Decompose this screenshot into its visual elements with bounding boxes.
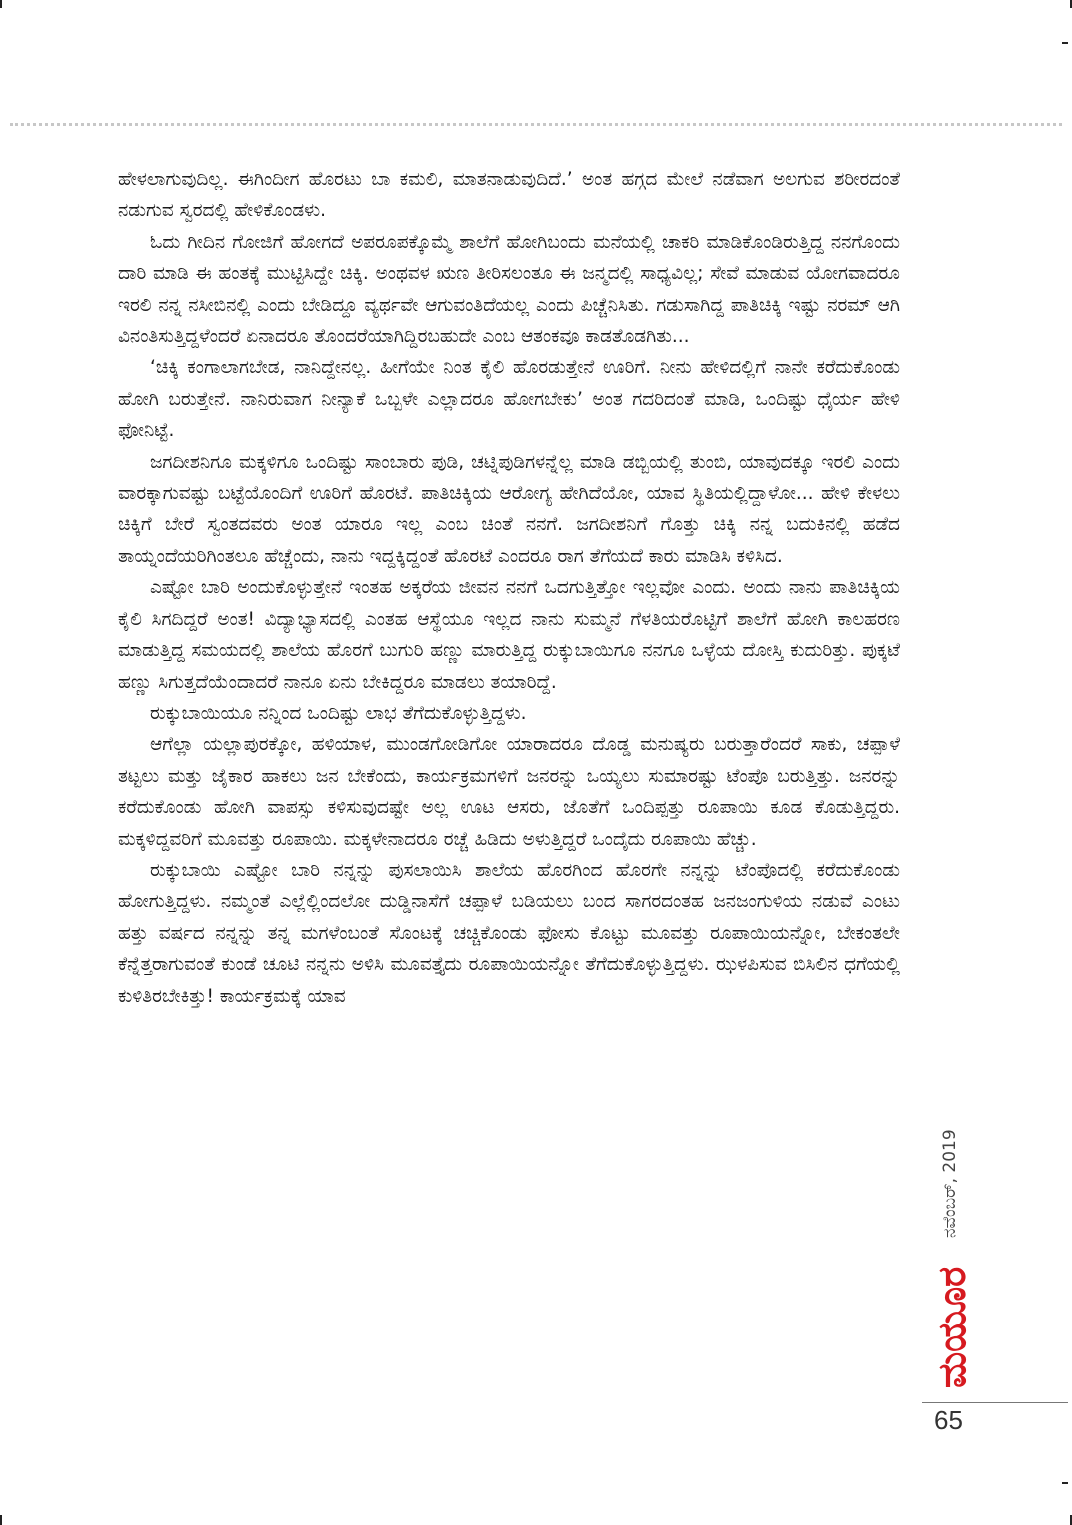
page-number: 65: [934, 1405, 963, 1435]
issue-date: ನವೆಂಬರ್, 2019: [940, 1129, 960, 1238]
paragraph-4: ಜಗದೀಶನಿಗೂ ಮಕ್ಕಳಿಗೂ ಒಂದಿಷ್ಟು ಸಾಂಬಾರು ಪುಡಿ, ಚಟ್ನಿಪುಡಿಗಳನ್ನೆಲ್ಲ ಮಾಡಿ ಡಬ್ಬಿಯಲ್ಲಿ ತುಂಬಿ, ಯಾವುದಕ್ಕೂ ಇರಲಿ ಎಂದು ವಾರಕ್ಕಾಗುವಷ್ಟು ಬಟ್ಟೆಯೊಂದಿಗೆ ಊರಿಗೆ ಹೊರಟೆ. ಪಾತಿಚಿಕ್ಕಿಯ ಆರೋಗ್ಯ ಹೇಗಿದೆಯೋ, ಯಾವ ಸ್ಥಿತಿಯಲ್ಲಿದ್ದಾಳೋ... ಹೇಳಿ ಕೇಳಲು ಚಿಕ್ಕಿಗೆ ಬೇರೆ ಸ್ವಂತದವರು ಅಂತ ಯಾರೂ ಇಲ್ಲ ಎಂಬ ಚಿಂತೆ ನನಗೆ. ಜಗದೀಶನಿಗೆ ಗೊತ್ತು ಚಿಕ್ಕಿ ನನ್ನ ಬದುಕಿನಲ್ಲಿ ಹಡೆದ ತಾಯ್ನಂದೆಯರಿಗಿಂತಲೂ ಹೆಚ್ಚೆಂದು, ನಾನು ಇದ್ದಕ್ಕಿದ್ದಂತೆ ಹೊರಟೆ ಎಂದರೂ ರಾಗ ತೆಗೆಯದೆ ಕಾರು ಮಾಡಿಸಿ ಕಳಿಸಿದ.: [118, 451, 900, 567]
crop-mark-bottom-left: [0, 1515, 2, 1525]
magazine-logo: ಮಯೂರ: [930, 1266, 974, 1388]
paragraph-6: ರುಕ್ಕುಬಾಯಿಯೂ ನನ್ನಿಂದ ಒಂದಿಷ್ಟು ಲಾಭ ತೆಗೆದುಕೊಳ್ಳುತ್ತಿದ್ದಳು.: [150, 702, 527, 724]
crop-mark-right-upper: [1062, 42, 1068, 44]
paragraph-2: ಓದು ಗೀದಿನ ಗೋಜಿಗೆ ಹೋಗದೆ ಅಪರೂಪಕ್ಕೊಮ್ಮೆ ಶಾಲೆಗೆ ಹೋಗಿಬಂದು ಮನೆಯಲ್ಲಿ ಚಾಕರಿ ಮಾಡಿಕೊಂಡಿರುತ್ತಿದ್ದ ನನಗೊಂದು ದಾರಿ ಮಾಡಿ ಈ ಹಂತಕ್ಕೆ ಮುಟ್ಟಿಸಿದ್ದೇ ಚಿಕ್ಕಿ. ಅಂಥವಳ ಋಣ ತೀರಿಸಲಂತೂ ಈ ಜನ್ಮದಲ್ಲಿ ಸಾಧ್ಯವಿಲ್ಲ; ಸೇವೆ ಮಾಡುವ ಯೋಗವಾದರೂ ಇರಲಿ ನನ್ನ ನಸೀಬಿನಲ್ಲಿ ಎಂದು ಬೇಡಿದ್ದೂ ವ್ಯರ್ಥವೇ ಆಗುವಂತಿದೆಯಲ್ಲ ಎಂದು ಪಿಚ್ಚೆನಿಸಿತು. ಗಡುಸಾಗಿದ್ದ ಪಾತಿಚಿಕ್ಕಿ ಇಷ್ಟು ನರಮ್ ಆಗಿ ವಿನಂತಿಸುತ್ತಿದ್ದಳೆಂದರೆ ಏನಾದರೂ ತೊಂದರೆಯಾಗಿದ್ದಿರಬಹುದೇ ಎಂಬ ಆತಂಕವೂ ಕಾಡತೊಡಗಿತು...: [118, 231, 900, 348]
paragraph-3: ‘ಚಿಕ್ಕಿ ಕಂಗಾಲಾಗಬೇಡ, ನಾನಿದ್ದೇನಲ್ಲ. ಹೀಗೆಯೇ ನಿಂತ ಕೈಲಿ ಹೊರಡುತ್ತೇನೆ ಊರಿಗೆ. ನೀನು ಹೇಳಿದಲ್ಲಿಗೆ ನಾನೇ ಕರೆದುಕೊಂಡು ಹೋಗಿ ಬರುತ್ತೇನೆ. ನಾನಿರುವಾಗ ನೀನ್ಯಾಕೆ ಒಬ್ಬಳೇ ಎಲ್ಲಾದರೂ ಹೋಗಬೇಕು’ ಅಂತ ಗದರಿದಂತೆ ಮಾಡಿ, ಒಂದಿಷ್ಟು ಧೈರ್ಯ ಹೇಳಿ ಫೋನಿಟ್ಟೆ.: [118, 357, 900, 442]
paragraph-5: ಎಷ್ಟೋ ಬಾರಿ ಅಂದುಕೊಳ್ಳುತ್ತೇನೆ ಇಂತಹ ಅಕ್ಕರೆಯ ಜೀವನ ನನಗೆ ಒದಗುತ್ತಿತ್ತೋ ಇಲ್ಲವೋ ಎಂದು. ಅಂದು ನಾನು ಪಾತಿಚಿಕ್ಕಿಯ ಕೈಲಿ ಸಿಗದಿದ್ದರೆ ಅಂತ! ವಿದ್ಯಾಭ್ಯಾಸದಲ್ಲಿ ಎಂತಹ ಆಸ್ಥೆಯೂ ಇಲ್ಲದ ನಾನು ಸುಮ್ಮನೆ ಗೆಳತಿಯರೊಟ್ಟಿಗೆ ಶಾಲೆಗೆ ಹೋಗಿ ಕಾಲಹರಣ ಮಾಡುತ್ತಿದ್ದ ಸಮಯದಲ್ಲಿ ಶಾಲೆಯ ಹೊರಗೆ ಬುಗುರಿ ಹಣ್ಣು ಮಾರುತ್ತಿದ್ದ ರುಕ್ಕುಬಾಯಿಗೂ ನನಗೂ ಒಳ್ಳೆಯ ದೋಸ್ತಿ ಕುದುರಿತ್ತು. ಪುಕ್ಕಟೆ ಹಣ್ಣು ಸಿಗುತ್ತದೆಯೆಂದಾದರೆ ನಾನೂ ಏನು ಬೇಕಿದ್ದರೂ ಮಾಡಲು ತಯಾರಿದ್ದೆ.: [118, 577, 900, 693]
paragraph-1: ಹೇಳಲಾಗುವುದಿಲ್ಲ. ಈಗಿಂದೀಗ ಹೊರಟು ಬಾ ಕಮಲಿ, ಮಾತನಾಡುವುದಿದೆ.’ ಅಂತ ಹಗ್ಗದ ಮೇಲೆ ನಡೆವಾಗ ಅಲಗುವ ಶರೀರದಂತೆ ನಡುಗುವ ಸ್ವರದಲ್ಲಿ ಹೇಳಿಕೊಂಡಳು.: [118, 169, 900, 222]
crop-mark-right-lower: [1062, 1482, 1068, 1484]
crop-mark-top-left: [0, 0, 2, 8]
paragraph-7: ಆಗೆಲ್ಲಾ ಯಲ್ಲಾಪುರಕ್ಕೋ, ಹಳಿಯಾಳ, ಮುಂಡಗೋಡಿಗೋ ಯಾರಾದರೂ ದೊಡ್ಡ ಮನುಷ್ಯರು ಬರುತ್ತಾರೆಂದರೆ ಸಾಕು, ಚಪ್ಪಾಳೆ ತಟ್ಟಲು ಮತ್ತು ಜೈಕಾರ ಹಾಕಲು ಜನ ಬೇಕೆಂದು, ಕಾರ್ಯಕ್ರಮಗಳಿಗೆ ಜನರನ್ನು ಒಯ್ಯಲು ಸುಮಾರಷ್ಟು ಟೆಂಪೊ ಬರುತ್ತಿತ್ತು. ಜನರನ್ನು ಕರೆದುಕೊಂಡು ಹೋಗಿ ವಾಪಸ್ಸು ಕಳಿಸುವುದಷ್ಟೇ ಅಲ್ಲ ಊಟ ಆಸರು, ಜೊತೆಗೆ ಒಂದಿಪ್ಪತ್ತು ರೂಪಾಯಿ ಕೂಡ ಕೊಡುತ್ತಿದ್ದರು. ಮಕ್ಕಳಿದ್ದವರಿಗೆ ಮೂವತ್ತು ರೂಪಾಯಿ. ಮಕ್ಕಳೇನಾದರೂ ರಚ್ಚೆ ಹಿಡಿದು ಅಳುತ್ತಿದ್ದರೆ ಒಂದೈದು ರೂಪಾಯಿ ಹೆಚ್ಚು.: [118, 734, 900, 850]
article-body: [118, 164, 900, 1012]
header-dotted-rule: [10, 123, 1062, 126]
paragraph-8: ರುಕ್ಕುಬಾಯಿ ಎಷ್ಟೋ ಬಾರಿ ನನ್ನನ್ನು ಪುಸಲಾಯಿಸಿ ಶಾಲೆಯ ಹೊರಗಿಂದ ಹೊರಗೇ ನನ್ನನ್ನು ಟೆಂಪೊದಲ್ಲಿ ಕರೆದುಕೊಂಡು ಹೋಗುತ್ತಿದ್ದಳು. ನಮ್ಮಂತೆ ಎಲ್ಲೆಲ್ಲಿಂದಲೋ ದುಡ್ಡಿನಾಸೆಗೆ ಚಪ್ಪಾಳೆ ಬಡಿಯಲು ಬಂದ ಸಾಗರದಂತಹ ಜನಜಂಗುಳಿಯ ನಡುವೆ ಎಂಟು ಹತ್ತು ವರ್ಷದ ನನ್ನನ್ನು ತನ್ನ ಮಗಳೆಂಬಂತೆ ಸೊಂಟಕ್ಕೆ ಚಚ್ಚಿಕೊಂಡು ಫೋಸು ಕೊಟ್ಟು ಮೂವತ್ತು ರೂಪಾಯಿಯನ್ನೋ, ಬೇಕಂತಲೇ ಕೆನ್ನೆತ್ತರಾಗುವಂತೆ ಕುಂಡೆ ಚೂಟಿ ನನ್ನನು ಅಳಿಸಿ ಮೂವತ್ತೈದು ರೂಪಾಯಿಯನ್ನೋ ತೆಗೆದುಕೊಳ್ಳುತ್ತಿದ್ದಳು. ಝಳಪಿಸುವ ಬಿಸಿಲಿನ ಧಗೆಯಲ್ಲಿ ಕುಳಿತಿರಬೇಕಿತ್ತು! ಕಾರ್ಯಕ್ರಮಕ್ಕೆ ಯಾವ: [118, 859, 900, 1007]
folio-rule: [922, 1402, 1068, 1403]
